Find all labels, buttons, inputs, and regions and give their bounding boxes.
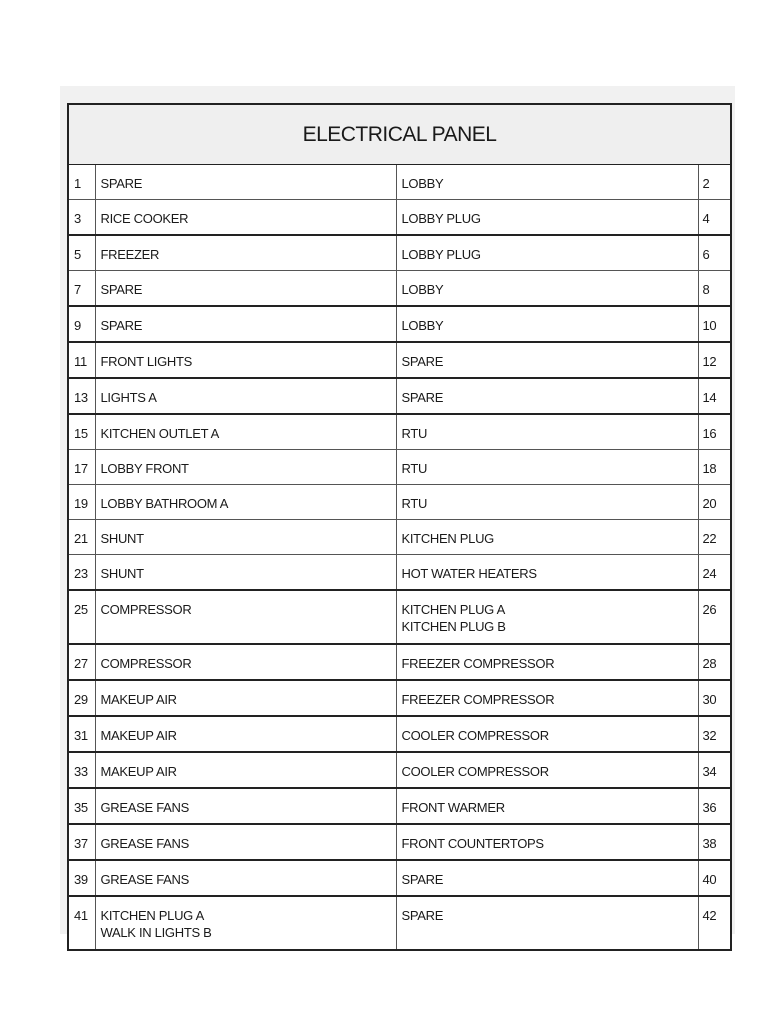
table-row: [68, 752, 731, 788]
circuit-number-right: 8: [698, 271, 731, 307]
circuit-label-right: [396, 520, 698, 555]
circuit-label-left-line: MAKEUP AIR: [100, 692, 177, 707]
circuit-label-right-line: LOBBY: [401, 318, 444, 333]
circuit-label-right-line: LOBBY PLUG: [401, 211, 481, 226]
circuit-label-left-line: LOBBY FRONT: [100, 461, 189, 476]
circuit-label-left-line: KITCHEN OUTLET A: [100, 426, 219, 441]
circuit-label-right-line: FREEZER COMPRESSOR: [401, 656, 555, 671]
circuit-label-right: [396, 342, 698, 378]
circuit-label-right-line: LOBBY PLUG: [401, 247, 481, 262]
circuit-label-left: [95, 485, 396, 520]
circuit-number-left: 39: [68, 860, 95, 896]
circuit-label-right: [396, 644, 698, 680]
circuit-label-right: [396, 450, 698, 485]
circuit-number-right: 34: [698, 752, 731, 788]
circuit-number-left: 1: [68, 165, 95, 200]
circuit-label-right: [396, 485, 698, 520]
table-row: [68, 200, 731, 236]
circuit-label-right-line: KITCHEN PLUG A: [401, 602, 505, 617]
circuit-label-left-line: LIGHTS A: [100, 390, 157, 405]
circuit-label-right-line: COOLER COMPRESSOR: [401, 764, 549, 779]
circuit-number-left: 7: [68, 271, 95, 307]
table-row: [68, 520, 731, 555]
panel-body: [68, 165, 731, 951]
circuit-number-left: 19: [68, 485, 95, 520]
table-row: [68, 788, 731, 824]
circuit-label-right: [396, 555, 698, 591]
circuit-label-left-line: GREASE FANS: [100, 836, 189, 851]
circuit-label-right-line: RTU: [401, 496, 428, 511]
circuit-label-left-line: COMPRESSOR: [100, 656, 192, 671]
circuit-number-right: 32: [698, 716, 731, 752]
circuit-label-right: [396, 200, 698, 236]
circuit-label-right-line: RTU: [401, 426, 428, 441]
circuit-label-left-line: FREEZER: [100, 247, 160, 262]
circuit-number-left: 25: [68, 590, 95, 644]
table-row: [68, 860, 731, 896]
circuit-number-right: 14: [698, 378, 731, 414]
circuit-label-left-line: SHUNT: [100, 566, 144, 581]
circuit-number-right: 40: [698, 860, 731, 896]
circuit-label-left-line: WALK IN LIGHTS B: [100, 925, 212, 940]
circuit-number-left: 9: [68, 306, 95, 342]
table-row: [68, 590, 731, 644]
circuit-number-right: 24: [698, 555, 731, 591]
circuit-label-right-line: FRONT COUNTERTOPS: [401, 836, 544, 851]
circuit-label-left-line: SPARE: [100, 318, 143, 333]
circuit-number-right: 10: [698, 306, 731, 342]
circuit-number-right: 12: [698, 342, 731, 378]
circuit-number-right: 36: [698, 788, 731, 824]
circuit-label-right: [396, 680, 698, 716]
circuit-number-left: 3: [68, 200, 95, 236]
circuit-label-right: [396, 271, 698, 307]
circuit-label-right-line: SPARE: [401, 908, 444, 923]
circuit-label-right: [396, 896, 698, 950]
circuit-label-right-line: SPARE: [401, 354, 444, 369]
circuit-label-right-line: KITCHEN PLUG: [401, 531, 494, 546]
circuit-number-right: 18: [698, 450, 731, 485]
circuit-label-left-line: GREASE FANS: [100, 872, 189, 887]
circuit-label-left: [95, 680, 396, 716]
circuit-label-left-line: SPARE: [100, 176, 143, 191]
circuit-label-left: [95, 896, 396, 950]
circuit-number-right: 22: [698, 520, 731, 555]
circuit-number-right: 28: [698, 644, 731, 680]
circuit-label-left-line: KITCHEN PLUG A: [100, 908, 204, 923]
circuit-label-left-line: COMPRESSOR: [100, 602, 192, 617]
title-row: [68, 104, 731, 165]
circuit-label-right-line: COOLER COMPRESSOR: [401, 728, 549, 743]
table-row: [68, 342, 731, 378]
circuit-number-left: 5: [68, 235, 95, 271]
circuit-number-right: 6: [698, 235, 731, 271]
circuit-label-left: [95, 200, 396, 236]
circuit-label-right: [396, 590, 698, 644]
circuit-label-left: [95, 555, 396, 591]
circuit-label-left: [95, 752, 396, 788]
circuit-label-left: [95, 644, 396, 680]
circuit-number-left: 15: [68, 414, 95, 450]
circuit-label-left: [95, 271, 396, 307]
table-row: [68, 680, 731, 716]
circuit-label-left: [95, 235, 396, 271]
circuit-number-left: 17: [68, 450, 95, 485]
circuit-label-right-line: HOT WATER HEATERS: [401, 566, 537, 581]
circuit-label-right-line: LOBBY: [401, 282, 444, 297]
circuit-label-right: [396, 824, 698, 860]
circuit-label-right: [396, 788, 698, 824]
table-row: [68, 644, 731, 680]
circuit-label-left-line: MAKEUP AIR: [100, 728, 177, 743]
circuit-number-left: 13: [68, 378, 95, 414]
circuit-number-right: 42: [698, 896, 731, 950]
circuit-label-left-line: GREASE FANS: [100, 800, 189, 815]
circuit-label-left-line: SPARE: [100, 282, 143, 297]
circuit-label-left-line: RICE COOKER: [100, 211, 189, 226]
electrical-panel-table: [67, 103, 732, 951]
circuit-label-right-line: RTU: [401, 461, 428, 476]
circuit-label-left: [95, 414, 396, 450]
table-row: [68, 716, 731, 752]
circuit-label-right: [396, 306, 698, 342]
circuit-label-right-line: SPARE: [401, 390, 444, 405]
circuit-label-left: [95, 342, 396, 378]
circuit-label-left: [95, 824, 396, 860]
table-row: [68, 414, 731, 450]
table-row: [68, 165, 731, 200]
circuit-label-left: [95, 860, 396, 896]
circuit-number-right: 20: [698, 485, 731, 520]
circuit-label-left: [95, 716, 396, 752]
circuit-number-left: 33: [68, 752, 95, 788]
circuit-number-right: 26: [698, 590, 731, 644]
circuit-label-left: [95, 450, 396, 485]
table-row: [68, 378, 731, 414]
circuit-label-right: [396, 165, 698, 200]
circuit-label-right-line: LOBBY: [401, 176, 444, 191]
table-row: [68, 485, 731, 520]
circuit-label-left-line: LOBBY BATHROOM A: [100, 496, 229, 511]
circuit-number-right: 4: [698, 200, 731, 236]
circuit-number-left: 23: [68, 555, 95, 591]
circuit-label-right-line: FRONT WARMER: [401, 800, 505, 815]
circuit-label-right: [396, 716, 698, 752]
table-row: [68, 555, 731, 591]
circuit-number-right: 38: [698, 824, 731, 860]
circuit-label-right-line: SPARE: [401, 872, 444, 887]
circuit-number-left: 27: [68, 644, 95, 680]
circuit-number-left: 41: [68, 896, 95, 950]
circuit-label-right: [396, 860, 698, 896]
circuit-label-left-line: FRONT LIGHTS: [100, 354, 193, 369]
circuit-number-left: 31: [68, 716, 95, 752]
circuit-label-left: [95, 788, 396, 824]
circuit-number-right: 16: [698, 414, 731, 450]
circuit-label-left-line: SHUNT: [100, 531, 144, 546]
circuit-label-right: [396, 752, 698, 788]
circuit-label-left: [95, 378, 396, 414]
table-row: [68, 896, 731, 950]
circuit-number-right: 30: [698, 680, 731, 716]
table-row: [68, 306, 731, 342]
circuit-number-right: 2: [698, 165, 731, 200]
circuit-number-left: 11: [68, 342, 95, 378]
circuit-label-left: [95, 165, 396, 200]
circuit-label-left: [95, 520, 396, 555]
table-row: [68, 824, 731, 860]
circuit-label-right-line: FREEZER COMPRESSOR: [401, 692, 555, 707]
circuit-label-right: [396, 414, 698, 450]
table-row: [68, 271, 731, 307]
circuit-label-right: [396, 378, 698, 414]
circuit-number-left: 37: [68, 824, 95, 860]
circuit-label-left: [95, 306, 396, 342]
circuit-label-right: [396, 235, 698, 271]
circuit-label-right-line: KITCHEN PLUG B: [401, 619, 506, 634]
circuit-label-left-line: MAKEUP AIR: [100, 764, 177, 779]
panel-title: ELECTRICAL PANEL: [68, 104, 731, 165]
circuit-number-left: 21: [68, 520, 95, 555]
circuit-number-left: 29: [68, 680, 95, 716]
table-row: [68, 450, 731, 485]
circuit-number-left: 35: [68, 788, 95, 824]
circuit-label-left: [95, 590, 396, 644]
table-row: [68, 235, 731, 271]
